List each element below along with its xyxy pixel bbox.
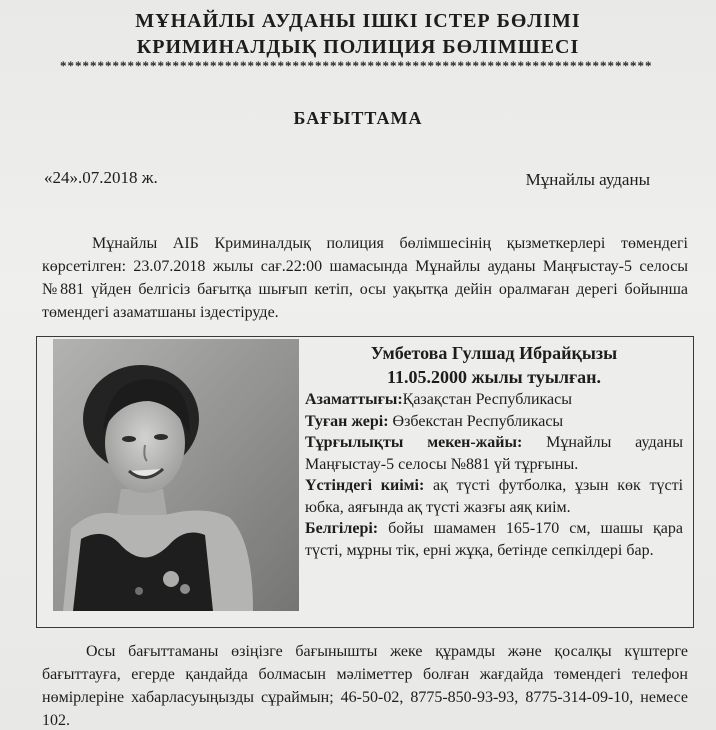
- signs-label: Белгілері:: [305, 520, 379, 537]
- citizenship-value: Қазақстан Республикасы: [402, 391, 572, 408]
- birthplace-row: [305, 411, 683, 433]
- signs-row: [305, 518, 683, 561]
- person-birth: 11.05.2000 жылы туылған.: [386, 367, 602, 387]
- person-photo: [53, 339, 299, 611]
- document-place: Мұнайлы ауданы: [525, 170, 650, 189]
- residence-label: Тұрғылықты мекен-жайы:: [305, 434, 523, 451]
- residence-row: [305, 432, 683, 475]
- clothing-label: Үстіндегі киімі:: [305, 477, 425, 494]
- document-header: [0, 8, 716, 60]
- header-line-2: КРИМИНАЛДЫҚ ПОЛИЦИЯ БӨЛІМШЕСІ: [136, 36, 580, 58]
- star-divider: *******************************************************************************: [60, 58, 653, 73]
- request-paragraph: Осы бағыттаманы өзіңізге бағынышты жеке құрамды және қосалқы күштерге бағыттауға, егерде қандайда болмасын мәліметтер болған жағдайда төмендегі телефон нөмірлеріне хабарласуыңызды сұраймын; 46-50-02, 8775-850-93-93, 8775-314-09-10, немесе 102.: [42, 643, 688, 729]
- document-date: «24».07.2018 ж.: [44, 168, 158, 187]
- birthplace-value: Өзбекстан Республикасы: [388, 412, 564, 430]
- person-info: [305, 341, 683, 561]
- clothing-row: [305, 475, 683, 518]
- intro-paragraph: Мұнайлы АІБ Криминалдық полиция бөлімшесінің қызметкерлері төмендегі көрсетілген: 23.07.2018 жылы сағ.22:00 шамасында Мұнайлы ауданы Маңғыстау-5 селосы №881 үйден белгісіз бағытқа шығып кетіп, осы уақытқа дейін оралмаған дерегі бойынша төмендегі азаматшаны іздестіруде.: [42, 235, 688, 321]
- person-card: [36, 336, 694, 628]
- citizenship-row: [305, 389, 683, 411]
- residence-value: Мұнайлы ауданы Маңғыстау-5 селосы №881 үй тұрғыны.: [305, 434, 683, 473]
- signs-value: бойы шамамен 165-170 см, шашы қара түсті, мұрны тік, ерні жұқа, бетінде сепкілдері бар.: [305, 520, 683, 559]
- clothing-value: ақ түсті футболка, ұзын көк түсті юбка, аяғында ақ түсті жазғы аяқ киім.: [305, 477, 684, 516]
- citizenship-label: Азаматтығы:: [305, 391, 403, 408]
- birthplace-label: Туған жері:: [305, 412, 389, 430]
- person-name: Умбетова Гулшад Ибрайқызы: [370, 343, 618, 363]
- header-line-1: МҰНАЙЛЫ АУДАНЫ ІШКІ ІСТЕР БӨЛІМІ: [135, 10, 581, 32]
- document-title: БАҒЫТТАМА: [293, 108, 423, 128]
